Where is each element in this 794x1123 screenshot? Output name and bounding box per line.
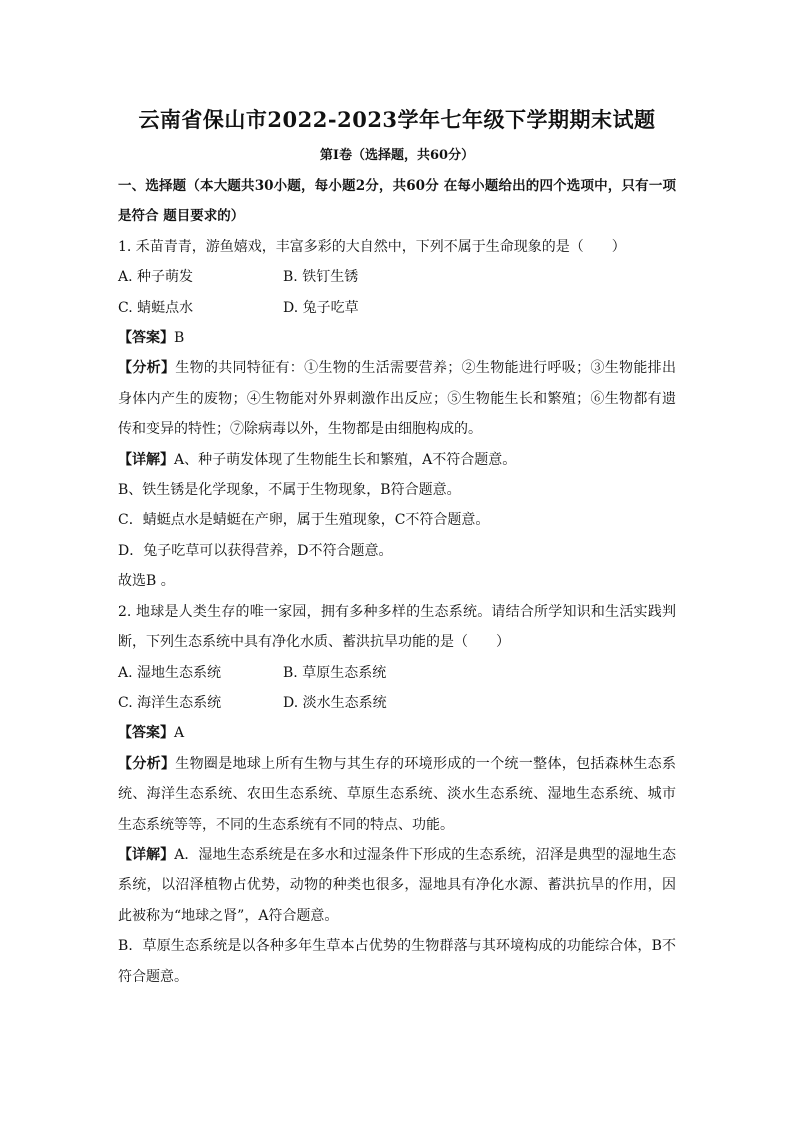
- question-stem: 2. 地球是人类生存的唯一家园，拥有多种多样的生态系统。请结合所学知识和生活实践判断，下列生态系统中具有净化水质、蓄洪抗旱功能的是（ ）: [118, 603, 676, 651]
- options-row: [118, 658, 676, 688]
- option-b: B. 草原生态系统: [283, 664, 387, 681]
- analysis-text: 生物的共同特征有：①生物的生活需要营养；②生物能进行呼吸；③生物能排出身体内产生的废物；④生物能对外界刺激作出反应；⑤生物能生长和繁殖；⑥生物都有遗传和变异的特性；⑦除病毒以外，生物都是由细胞构成的。: [118, 360, 677, 438]
- analysis-text: 生物圈是地球上所有生物与其生存的环境形成的一个统一整体，包括森林生态系统、海洋生态系统、农田生态系统、草原生态系统、淡水生态系统、湿地生态系统、城市生态系统等等，不同的生态系统有不同的特点、功能。: [118, 755, 677, 833]
- detail-text: A．湿地生态系统是在多水和过湿条件下形成的生态系统，沼泽是典型的湿地生态系统，以沼泽植物占优势，动物的种类也很多，湿地具有净化水源、蓄洪抗旱的作用，因此被称为“地球之肾”，A符合题意。: [118, 846, 677, 924]
- detail-tag: 【详解】: [118, 846, 175, 863]
- answer-line: [118, 323, 676, 353]
- options-row: [118, 293, 676, 323]
- detail-line: D．兔子吃草可以获得营养，D不符合题意。: [118, 542, 393, 559]
- question-1: [118, 232, 676, 597]
- detail-paragraph: [118, 840, 676, 931]
- options-row: [118, 262, 676, 292]
- document-title: 云南省保山市2022-2023学年七年级下学期期末试题: [138, 107, 656, 132]
- detail-text: A、种子萌发体现了生物能生长和繁殖，A不符合题意。: [174, 451, 517, 468]
- question-stem: 1. 禾苗青青，游鱼嬉戏，丰富多彩的大自然中，下列不属于生命现象的是（ ）: [118, 238, 626, 255]
- detail-paragraph: B．草原生态系统是以各种多年生草本占优势的生物群落与其环境构成的功能综合体，B不符合题意。: [118, 938, 676, 985]
- analysis-paragraph: [118, 353, 676, 444]
- detail-tag: 【详解】: [118, 451, 174, 468]
- answer-tag: 【答案】: [118, 725, 174, 742]
- section-heading: 一、选择题（本大题共30小题，每小题2分，共60分 在每小题给出的四个选项中，只有一项是符合 题目要求的）: [118, 178, 676, 225]
- option-d: D. 淡水生态系统: [283, 694, 387, 711]
- options-row: [118, 688, 676, 718]
- option-a: A. 种子萌发: [118, 269, 194, 286]
- analysis-tag: 【分析】: [118, 360, 176, 377]
- option-b: B. 铁钉生锈: [283, 269, 359, 286]
- detail-line: C．蜻蜓点水是蜻蜓在产卵，属于生殖现象，C不符合题意。: [118, 512, 490, 529]
- document-subtitle: 第I卷（选择题，共60分）: [319, 148, 475, 163]
- answer-tag: 【答案】: [118, 330, 174, 347]
- detail-line: B、铁生锈是化学现象，不属于生物现象，B符合题意。: [118, 482, 461, 499]
- option-c: C. 蜻蜓点水: [118, 299, 194, 316]
- conclusion-line: 故选B 。: [118, 573, 175, 590]
- analysis-paragraph: [118, 749, 676, 840]
- answer-line: [118, 718, 676, 748]
- option-a: A. 湿地生态系统: [118, 664, 222, 681]
- option-c: C. 海洋生态系统: [118, 694, 222, 711]
- answer-value: A: [174, 725, 185, 742]
- analysis-tag: 【分析】: [118, 755, 176, 772]
- question-2: [118, 597, 676, 992]
- option-d: D. 兔子吃草: [283, 299, 359, 316]
- detail-line: [118, 445, 676, 475]
- answer-value: B: [174, 330, 185, 347]
